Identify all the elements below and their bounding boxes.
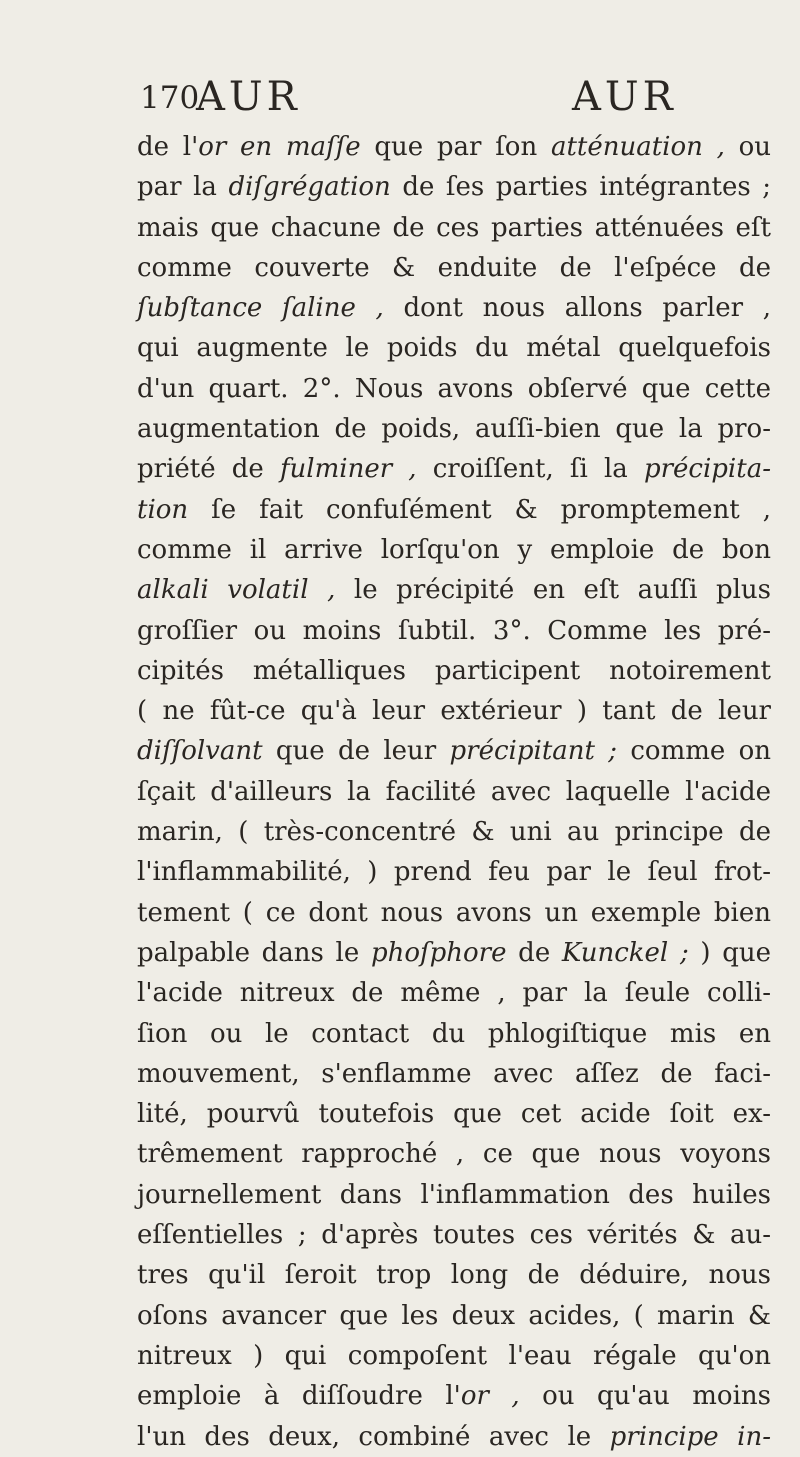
text-line — [137, 933, 771, 973]
italic-span: précipita- — [643, 454, 771, 485]
italic-span: principe in- — [609, 1421, 771, 1452]
text-line — [137, 852, 771, 892]
text-span: de — [506, 937, 562, 968]
text-line — [137, 731, 771, 771]
text-line — [137, 1296, 771, 1336]
text-span: marin, ( très-concentré & uni au principe de — [137, 817, 771, 848]
text-span: comme on — [617, 736, 771, 767]
text-line — [137, 1175, 771, 1215]
text-span: trêmement rapproché , ce que nous voyons — [137, 1139, 771, 1170]
text-line — [137, 570, 771, 610]
text-span: tement ( ce dont nous avons un exemple bien — [137, 897, 771, 928]
text-span: eſſentielles ; d'après toutes ces vérités & au- — [137, 1220, 771, 1251]
text-span: l'inflammabilité, ) prend feu par le ſeul frot- — [137, 857, 771, 888]
text-line — [137, 812, 771, 852]
body-text — [137, 127, 771, 1457]
text-line — [137, 1014, 771, 1054]
text-span: priété de — [137, 454, 280, 485]
text-span: augmentation de poids, auſſi-bien que la pro- — [137, 414, 771, 445]
text-span: d'un quart. 2°. Nous avons obſervé que cette — [137, 373, 771, 404]
text-span: dont nous allons parler , — [383, 293, 771, 324]
text-span: journellement dans l'inflammation des huiles — [137, 1179, 771, 1210]
italic-span: précipitant ; — [449, 736, 618, 767]
text-line — [137, 1417, 771, 1457]
text-line — [137, 1054, 771, 1094]
text-span: lité, pourvû toutefois que cet acide ſoit ex- — [137, 1099, 771, 1130]
italic-span: or , — [460, 1381, 520, 1412]
text-line — [137, 1336, 771, 1376]
page-number: 170 — [140, 80, 200, 116]
text-span: emploie à diſſoudre l' — [137, 1381, 461, 1412]
text-span: mouvement, s'enflamme avec aſſez de faci- — [137, 1058, 771, 1089]
text-span: ou qu'au moins — [519, 1381, 771, 1412]
text-line — [137, 1255, 771, 1295]
text-span: tres qu'il ſeroit trop long de déduire, nous — [137, 1260, 771, 1291]
text-line — [137, 1134, 771, 1174]
text-span: que de leur — [262, 736, 450, 767]
italic-span: fulminer , — [279, 454, 417, 485]
running-header — [0, 74, 800, 124]
text-span: ſe fait confuſément & promptement , — [188, 494, 771, 525]
text-span: mais que chacune de ces parties atténuées eſt — [137, 212, 771, 243]
right-running-head: AUR — [572, 74, 677, 120]
text-span: cipités métalliques participent notoirement — [137, 655, 771, 686]
text-span: ou — [724, 132, 771, 162]
text-line — [137, 369, 771, 409]
italic-span: tion — [137, 494, 189, 525]
text-line — [137, 1094, 771, 1134]
text-line — [137, 772, 771, 812]
text-line — [137, 490, 771, 530]
text-span: comme il arrive lorſqu'on y emploie de bon — [137, 534, 771, 565]
text-span: qui augmente le poids du métal quelquefois — [137, 333, 771, 364]
text-line — [137, 449, 771, 489]
text-line — [137, 167, 771, 207]
text-span: que par ſon — [360, 132, 551, 162]
left-running-head: AUR — [196, 74, 301, 120]
text-line — [137, 893, 771, 933]
text-span: ( ne fût-ce qu'à leur extérieur ) tant de leur — [137, 696, 771, 727]
text-span: l'acide nitreux de même , par la ſeule colli- — [137, 978, 771, 1009]
italic-span: ſubſtance ſaline , — [137, 293, 384, 324]
text-line — [137, 248, 771, 288]
text-span: l'un des deux, combiné avec le — [137, 1421, 610, 1452]
text-span: palpable dans le — [137, 937, 371, 968]
text-line — [137, 127, 771, 167]
italic-span: Kunckel ; — [561, 937, 689, 968]
italic-span: phoſphore — [370, 937, 507, 968]
italic-span: atténuation , — [550, 132, 725, 162]
italic-span: alkali volatil , — [137, 575, 336, 606]
italic-span: or en maſſe — [198, 132, 361, 162]
text-span: croiſſent, ſi la — [416, 454, 644, 485]
text-span: nitreux ) qui compoſent l'eau régale qu'on — [137, 1340, 771, 1371]
text-span: de l' — [137, 132, 199, 162]
text-span: groſſier ou moins ſubtil. 3°. Comme les pré- — [137, 615, 771, 646]
text-line — [137, 1215, 771, 1255]
text-span: ſçait d'ailleurs la facilité avec laquelle l'acide — [137, 776, 771, 807]
text-line — [137, 530, 771, 570]
text-span: comme couverte & enduite de l'eſpéce de — [137, 252, 771, 283]
text-line — [137, 691, 771, 731]
text-span: de ſes parties intégrantes ; — [390, 172, 771, 203]
text-line — [137, 611, 771, 651]
italic-span: diſſolvant — [137, 736, 263, 767]
text-span: ) que — [688, 937, 771, 968]
text-span: par la — [137, 172, 229, 203]
text-span: oſons avancer que les deux acides, ( marin & — [137, 1300, 771, 1331]
text-line — [137, 973, 771, 1013]
text-span: le précipité en eſt auſſi plus — [335, 575, 772, 606]
text-line — [137, 288, 771, 328]
text-line — [137, 328, 771, 368]
text-line — [137, 409, 771, 449]
text-line — [137, 208, 771, 248]
italic-span: diſgrégation — [228, 172, 391, 203]
text-span: ſion ou le contact du phlogiſtique mis en — [137, 1018, 771, 1049]
text-line — [137, 651, 771, 691]
text-line — [137, 1376, 771, 1416]
